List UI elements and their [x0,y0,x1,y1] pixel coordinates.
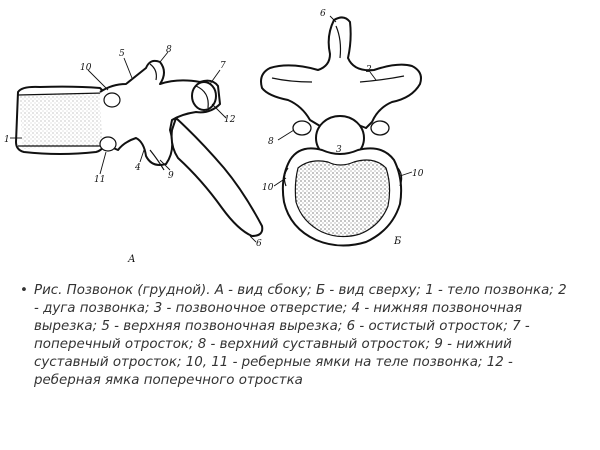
label-1: 1 [4,135,10,145]
costal-facet-lower [100,137,116,151]
label-6-side: 6 [256,239,262,249]
label-9: 9 [168,171,174,181]
transverse-process-side [192,82,216,110]
label-8-top: 8 [268,137,274,147]
view-b-label: Б [394,236,402,247]
caption-text: Рис. Позвонок (грудной). А - вид сбоку; Б - вид сверху; 1 - тело позвонка; 2 - дуга позвонка; 3 - позвоночное отверстие; 4 - нижняя позвоночная вырезка; 5 - верхняя позвоночная вырезка; 6 - остистый отросток; 7 - поперечный отросток; 8 - верхний суставный отросток; 9 - нижний суставный отросток; 10, 11 - реберные ямки на теле позвонка; 12 - реберная ямка поперечного отростка [34,283,567,388]
label-3: 3 [336,145,342,155]
label-6-top: 6 [320,9,326,19]
label-10-top-right: 10 [412,169,424,179]
label-12: 12 [224,115,236,125]
side-view [4,45,262,265]
costal-facet-upper [104,93,120,107]
label-8-side: 8 [166,45,172,55]
caption-bullet: • [20,283,28,298]
label-11: 11 [94,175,106,185]
top-view [261,9,424,247]
label-5: 5 [119,49,125,59]
vertebral-arch-top [261,17,421,128]
label-4: 4 [135,163,141,173]
label-7: 7 [220,61,226,71]
label-2: 2 [366,65,372,75]
figure-caption [20,282,574,390]
spinous-process-side [172,118,263,236]
label-10-top-left: 10 [262,183,274,193]
view-a-label: А [128,254,136,265]
label-10-side: 10 [80,63,92,73]
